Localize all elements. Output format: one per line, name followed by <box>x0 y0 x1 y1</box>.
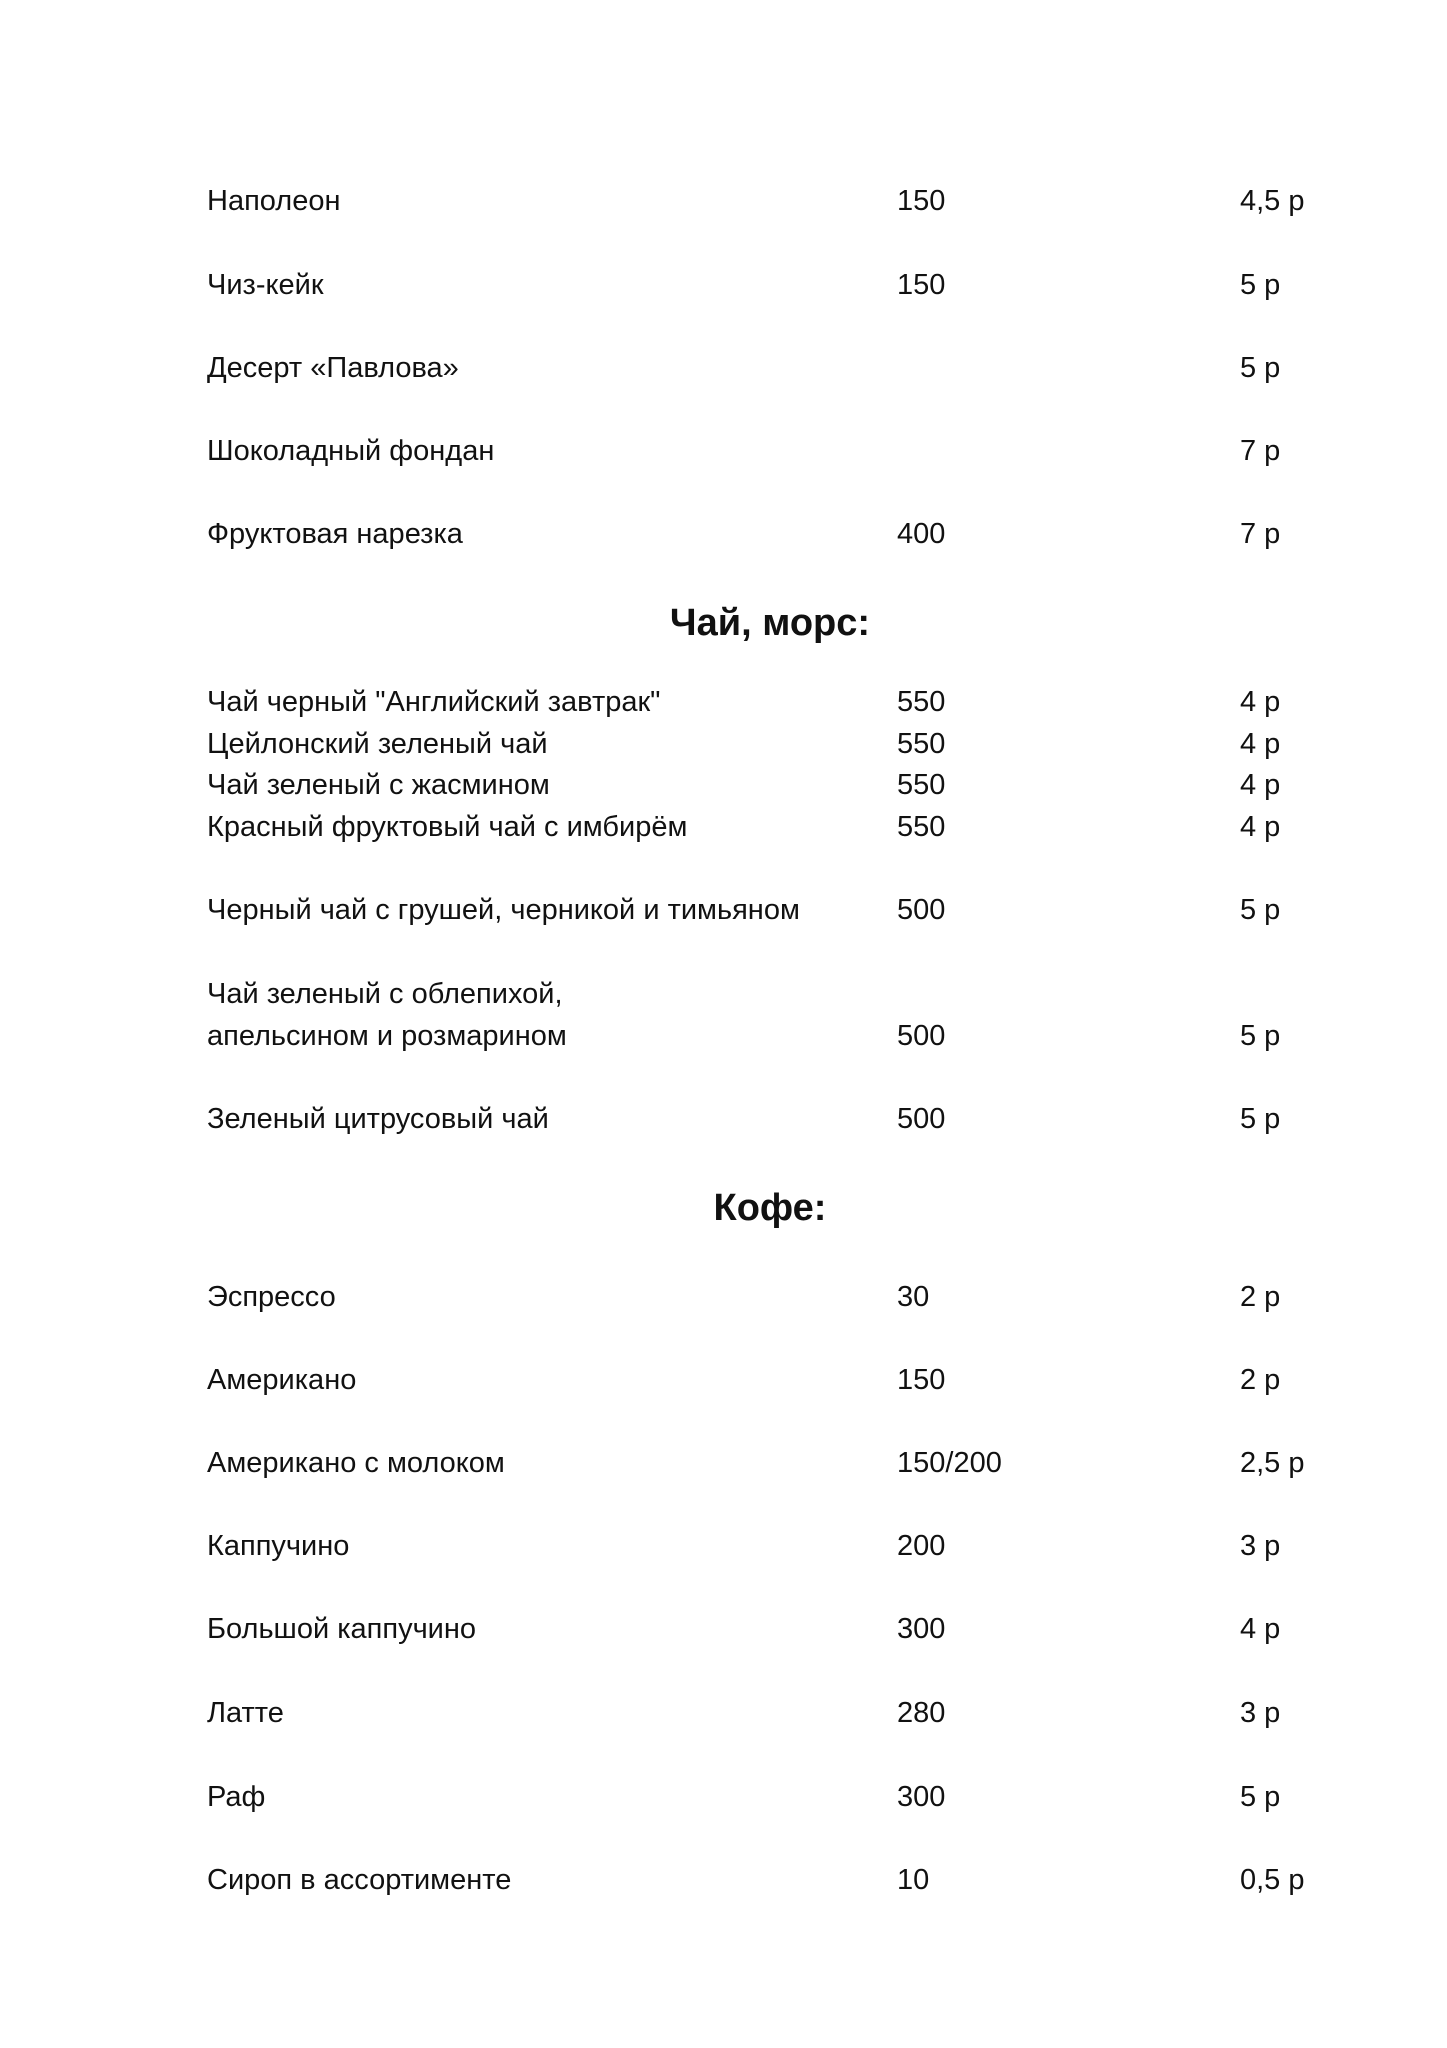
item-name: Сироп в ассортименте <box>207 1864 512 1896</box>
item-name: Чиз-кейк <box>207 269 324 301</box>
menu-item <box>0 1859 1447 1901</box>
menu-item <box>0 430 1447 472</box>
menu-item <box>0 513 1447 555</box>
item-name: Десерт «Павлова» <box>207 352 459 384</box>
menu-item <box>0 1525 1447 1567</box>
menu-item <box>0 806 1447 848</box>
item-price: 4 р <box>1240 769 1281 801</box>
item-price: 2 р <box>1240 1281 1281 1313</box>
item-name: Раф <box>207 1781 266 1813</box>
section-heading-coffee: Кофе: <box>713 1187 827 1229</box>
item-price: 7 р <box>1240 518 1281 550</box>
item-name: Фруктовая нарезка <box>207 518 463 550</box>
menu-item <box>0 1098 1447 1140</box>
item-weight: 300 <box>897 1613 946 1645</box>
menu-item <box>0 180 1447 222</box>
section-heading-tea: Чай, морс: <box>669 602 871 644</box>
menu-item <box>0 1692 1447 1734</box>
item-weight: 280 <box>897 1697 946 1729</box>
item-price: 5 р <box>1240 1781 1281 1813</box>
item-weight: 150 <box>897 185 946 217</box>
item-price: 5 р <box>1240 1103 1281 1135</box>
item-name: Черный чай с грушей, черникой и тимьяном <box>207 894 800 926</box>
item-name: Зеленый цитрусовый чай <box>207 1103 549 1135</box>
item-name: Красный фруктовый чай с имбирём <box>207 811 688 843</box>
item-price: 0,5 р <box>1240 1864 1305 1896</box>
item-weight: 30 <box>897 1281 930 1313</box>
menu-item <box>0 1608 1447 1650</box>
item-price: 5 р <box>1240 269 1281 301</box>
item-name: Наполеон <box>207 185 341 217</box>
menu-item <box>0 973 1447 1057</box>
item-weight: 500 <box>897 1103 946 1135</box>
item-weight: 300 <box>897 1781 946 1813</box>
item-weight: 550 <box>897 811 946 843</box>
menu-item <box>0 764 1447 806</box>
item-name <box>207 973 567 1057</box>
item-weight: 150 <box>897 1364 946 1396</box>
item-price: 3 р <box>1240 1697 1281 1729</box>
item-weight: 500 <box>897 1020 946 1052</box>
item-price: 5 р <box>1240 352 1281 384</box>
item-price: 2 р <box>1240 1364 1281 1396</box>
item-name: Американо с молоком <box>207 1447 505 1479</box>
menu-item <box>0 264 1447 306</box>
item-weight: 10 <box>897 1864 930 1896</box>
item-name: Каппучино <box>207 1530 350 1562</box>
menu-item <box>0 1442 1447 1484</box>
item-name: Чай черный "Английский завтрак" <box>207 686 661 718</box>
item-price: 4 р <box>1240 811 1281 843</box>
item-weight: 550 <box>897 686 946 718</box>
item-weight: 400 <box>897 518 946 550</box>
item-name: Шоколадный фондан <box>207 435 495 467</box>
menu-item <box>0 1276 1447 1318</box>
item-name: Цейлонский зеленый чай <box>207 728 548 760</box>
item-name-line: апельсином и розмарином <box>207 1020 567 1052</box>
item-weight: 550 <box>897 728 946 760</box>
menu-item <box>0 347 1447 389</box>
menu-item <box>0 681 1447 723</box>
item-price: 4 р <box>1240 728 1281 760</box>
item-price: 5 р <box>1240 1020 1281 1052</box>
item-weight: 150/200 <box>897 1447 1002 1479</box>
item-price: 4 р <box>1240 686 1281 718</box>
item-price: 3 р <box>1240 1530 1281 1562</box>
item-name: Большой каппучино <box>207 1613 477 1645</box>
menu-item <box>0 889 1447 931</box>
item-price: 4,5 р <box>1240 185 1305 217</box>
item-price: 2,5 р <box>1240 1447 1305 1479</box>
item-weight: 150 <box>897 269 946 301</box>
item-name: Американо <box>207 1364 357 1396</box>
item-weight: 550 <box>897 769 946 801</box>
item-price: 4 р <box>1240 1613 1281 1645</box>
menu-item <box>0 723 1447 765</box>
item-price: 5 р <box>1240 894 1281 926</box>
item-price: 7 р <box>1240 435 1281 467</box>
menu-item <box>0 1776 1447 1818</box>
item-name-line: Чай зеленый с облепихой, <box>207 978 563 1010</box>
item-name: Эспрессо <box>207 1281 336 1313</box>
item-weight: 500 <box>897 894 946 926</box>
menu-item <box>0 1359 1447 1401</box>
item-name: Чай зеленый с жасмином <box>207 769 550 801</box>
item-name: Латте <box>207 1697 284 1729</box>
item-weight: 200 <box>897 1530 946 1562</box>
